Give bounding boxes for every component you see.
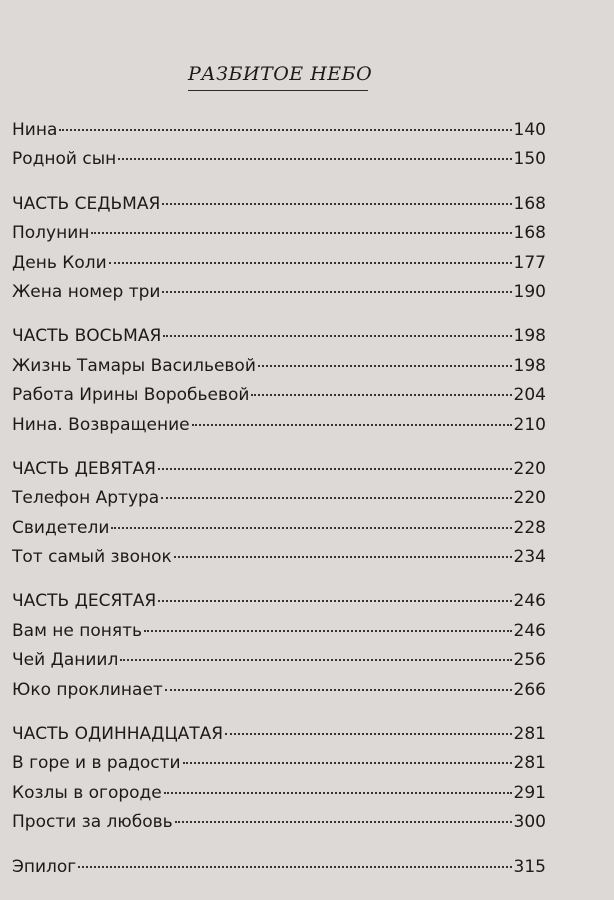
dot-leader <box>59 129 511 131</box>
toc-entry-page-number: 198 <box>513 355 546 376</box>
toc-entry <box>12 646 546 675</box>
dot-leader <box>158 468 512 470</box>
dot-leader <box>144 630 511 632</box>
dot-leader <box>258 365 512 367</box>
toc-entry <box>12 543 546 572</box>
toc-entry <box>12 779 546 808</box>
dot-leader <box>120 659 511 661</box>
toc-entry <box>12 455 546 484</box>
toc-entry <box>12 720 546 749</box>
toc-entry-page-number: 210 <box>513 414 546 435</box>
header-rule <box>188 90 368 91</box>
toc-entry <box>12 484 546 513</box>
toc-entry <box>12 749 546 778</box>
dot-leader <box>175 821 512 823</box>
toc-entry-page-number: 198 <box>513 326 546 347</box>
toc-entry-title: Прости за любовь <box>12 812 173 833</box>
toc-group <box>12 190 546 308</box>
toc-entry-page-number: 246 <box>513 591 546 612</box>
toc-entry <box>12 116 546 145</box>
toc-entry-page-number: 228 <box>513 517 546 538</box>
toc-entry-title: Нина <box>12 120 58 140</box>
toc-entry <box>12 145 546 174</box>
toc-group <box>12 587 546 705</box>
toc-entry <box>12 352 546 381</box>
toc-entry-title: День Коли <box>12 252 107 273</box>
dot-leader <box>164 792 512 794</box>
toc-entry <box>12 617 546 646</box>
toc-entry-title: ЧАСТЬ ВОСЬМАЯ <box>12 326 162 347</box>
dot-leader <box>118 158 511 160</box>
running-title: РАЗБИТОЕ НЕБО <box>188 63 373 85</box>
dot-leader <box>161 497 511 499</box>
dot-leader <box>109 262 512 264</box>
toc-entry-page-number: 220 <box>513 488 546 509</box>
dot-leader <box>91 232 511 234</box>
toc-entry-title: Вам не понять <box>12 620 143 641</box>
toc-entry-page-number: 190 <box>513 281 546 302</box>
toc-entry <box>12 676 546 705</box>
dot-leader <box>192 424 512 426</box>
dot-leader <box>183 762 512 764</box>
dot-leader <box>78 866 511 868</box>
toc-entry-title: Полунин <box>12 223 90 244</box>
toc-group <box>12 455 546 573</box>
toc-entry-title: ЧАСТЬ ДЕВЯТАЯ <box>12 458 156 479</box>
toc-entry-page-number: 281 <box>513 724 546 745</box>
toc-entry-title: Жизнь Тамары Васильевой <box>12 355 256 376</box>
toc-entry-page-number: 204 <box>513 385 546 406</box>
toc-entry-page-number: 220 <box>513 458 546 479</box>
toc-entry-page-number: 234 <box>513 547 546 568</box>
toc-entry-title: Чей Даниил <box>12 650 119 671</box>
toc-entry-title: Родной сын <box>12 149 117 170</box>
toc-group <box>12 322 546 440</box>
toc-entry-page-number: 266 <box>513 679 546 700</box>
toc-entry-page-number: 291 <box>513 782 546 803</box>
toc-entry-page-number: 140 <box>513 120 546 140</box>
toc-entry-page-number: 281 <box>513 753 546 774</box>
toc-group <box>12 853 546 882</box>
dot-leader <box>162 203 511 205</box>
toc-entry-page-number: 150 <box>513 149 546 170</box>
toc-entry-title: ЧАСТЬ ДЕСЯТАЯ <box>12 591 157 612</box>
toc-group <box>12 720 546 838</box>
dot-leader <box>111 527 511 529</box>
toc-entry-page-number: 168 <box>513 223 546 244</box>
toc-entry <box>12 514 546 543</box>
dot-leader <box>165 689 512 691</box>
toc-entry-page-number: 300 <box>513 812 546 833</box>
page-header <box>188 62 373 91</box>
toc-entry-title: Эпилог <box>12 856 77 877</box>
dot-leader <box>174 556 512 558</box>
toc-entry-page-number: 246 <box>513 620 546 641</box>
dot-leader <box>162 291 511 293</box>
toc-entry <box>12 808 546 837</box>
table-of-contents <box>12 116 546 897</box>
toc-entry <box>12 853 546 882</box>
toc-entry-page-number: 177 <box>513 252 546 273</box>
toc-entry-page-number: 168 <box>513 193 546 214</box>
toc-entry-title: Свидетели <box>12 517 110 538</box>
toc-entry <box>12 190 546 219</box>
toc-entry-title: ЧАСТЬ СЕДЬМАЯ <box>12 193 161 214</box>
toc-entry <box>12 278 546 307</box>
toc-entry-page-number: 256 <box>513 650 546 671</box>
toc-entry-title: Козлы в огороде <box>12 782 162 803</box>
toc-entry-title: Жена номер три <box>12 281 161 302</box>
toc-entry-title: Нина. Возвращение <box>12 414 190 435</box>
toc-entry-title: Юко проклинает <box>12 679 163 700</box>
toc-entry <box>12 322 546 351</box>
toc-entry <box>12 587 546 616</box>
dot-leader <box>225 733 511 735</box>
toc-entry <box>12 249 546 278</box>
toc-entry <box>12 381 546 410</box>
toc-entry-title: ЧАСТЬ ОДИННАДЦАТАЯ <box>12 724 224 745</box>
toc-entry-title: Тот самый звонок <box>12 547 172 568</box>
dot-leader <box>158 600 511 602</box>
toc-entry <box>12 411 546 440</box>
toc-entry-title: В горе и в радости <box>12 753 181 774</box>
dot-leader <box>251 394 511 396</box>
toc-entry-page-number: 315 <box>513 856 546 877</box>
dot-leader <box>163 335 511 337</box>
toc-entry-title: Телефон Артура <box>12 488 160 509</box>
toc-group <box>12 116 546 175</box>
toc-entry-title: Работа Ирины Воробьевой <box>12 385 250 406</box>
toc-entry <box>12 219 546 248</box>
